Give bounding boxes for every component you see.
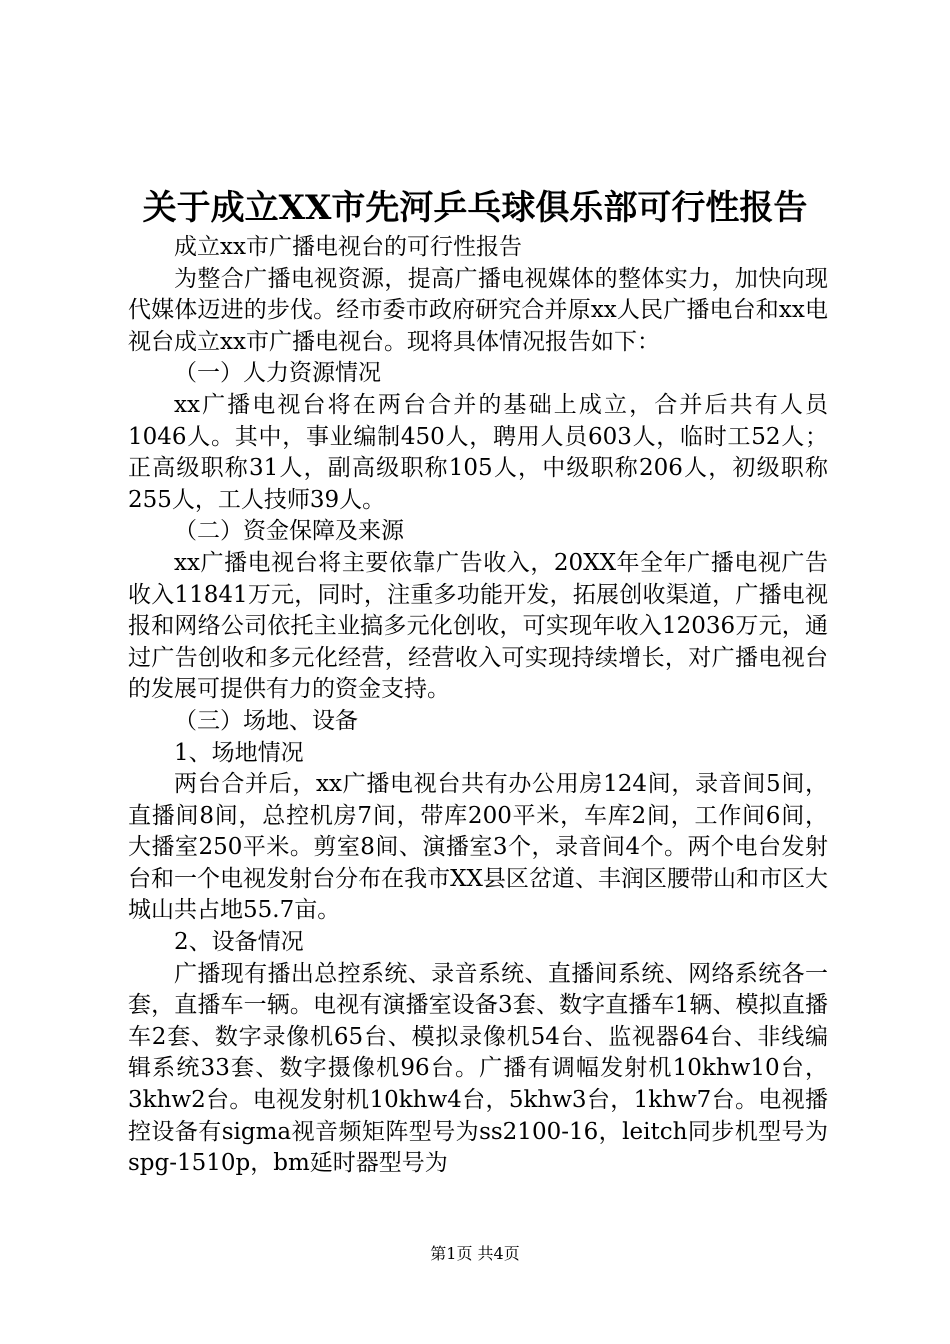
- paragraph-subtitle: 成立xx市广播电视台的可行性报告: [174, 234, 522, 260]
- heading-equipment: 2、设备情况: [174, 929, 304, 956]
- heading-funding: （二）资金保障及来源: [174, 518, 404, 545]
- page-footer: 第1页 共4页: [430, 1244, 520, 1263]
- paragraph-venue: 两台合并后，xx广播电视台共有办公用房124间，录音间5间，直播间8间，总控机房7间，带库200平米，车库2间，工作间6间，大播室250平米。剪室8间、演播室3个，录音间4个。两个电台发射台和一个电视发射台分布在我市XX县区岔道、丰润区腰带山和市区大城山共占地55.7亩。: [128, 771, 828, 924]
- document-body: [128, 232, 828, 1180]
- document-title: 关于成立XX市先河乒乓球俱乐部可行性报告: [142, 188, 808, 228]
- paragraph-equipment: 广播现有播出总控系统、录音系统、直播间系统、网络系统各一套，直播车一辆。电视有演播室设备3套、数字直播车1辆、模拟直播车2套、数字录像机65台、模拟录像机54台、监视器64台、非线编辑系统33套、数字摄像机96台。广播有调幅发射机10khw10台，3khw2台。电视发射机10khw4台，5khw3台，1khw7台。电视播控设备有sigma视音频矩阵型号为ss2100-16，leitch同步机型号为spg-1510p，bm延时器型号为: [128, 960, 828, 1177]
- heading-venue-equipment: （三）场地、设备: [174, 707, 358, 734]
- paragraph-funding: xx广播电视台将主要依靠广告收入，20XX年全年广播电视广告收入11841万元，同时，注重多功能开发，拓展创收渠道，广播电视报和网络公司依托主业搞多元化创收，可实现年收入12036万元，通过广告创收和多元化经营，经营收入可实现持续增长，对广播电视台的发展可提供有力的资金支持。: [128, 549, 828, 703]
- paragraph-intro: 为整合广播电视资源，提高广播电视媒体的整体实力，加快向现代媒体迈进的步伐。经市委市政府研究合并原xx人民广播电台和xx电视台成立xx市广播电视台。现将具体情况报告如下：: [128, 265, 828, 355]
- heading-human-resources: （一）人力资源情况: [174, 360, 381, 387]
- heading-venue: 1、场地情况: [174, 739, 304, 766]
- paragraph-human-resources: xx广播电视台将在两台合并的基础上成立，合并后共有人员1046人。其中，事业编制450人，聘用人员603人，临时工52人；正高级职称31人，副高级职称105人，中级职称206人，初级职称255人，工人技师39人。: [128, 391, 828, 513]
